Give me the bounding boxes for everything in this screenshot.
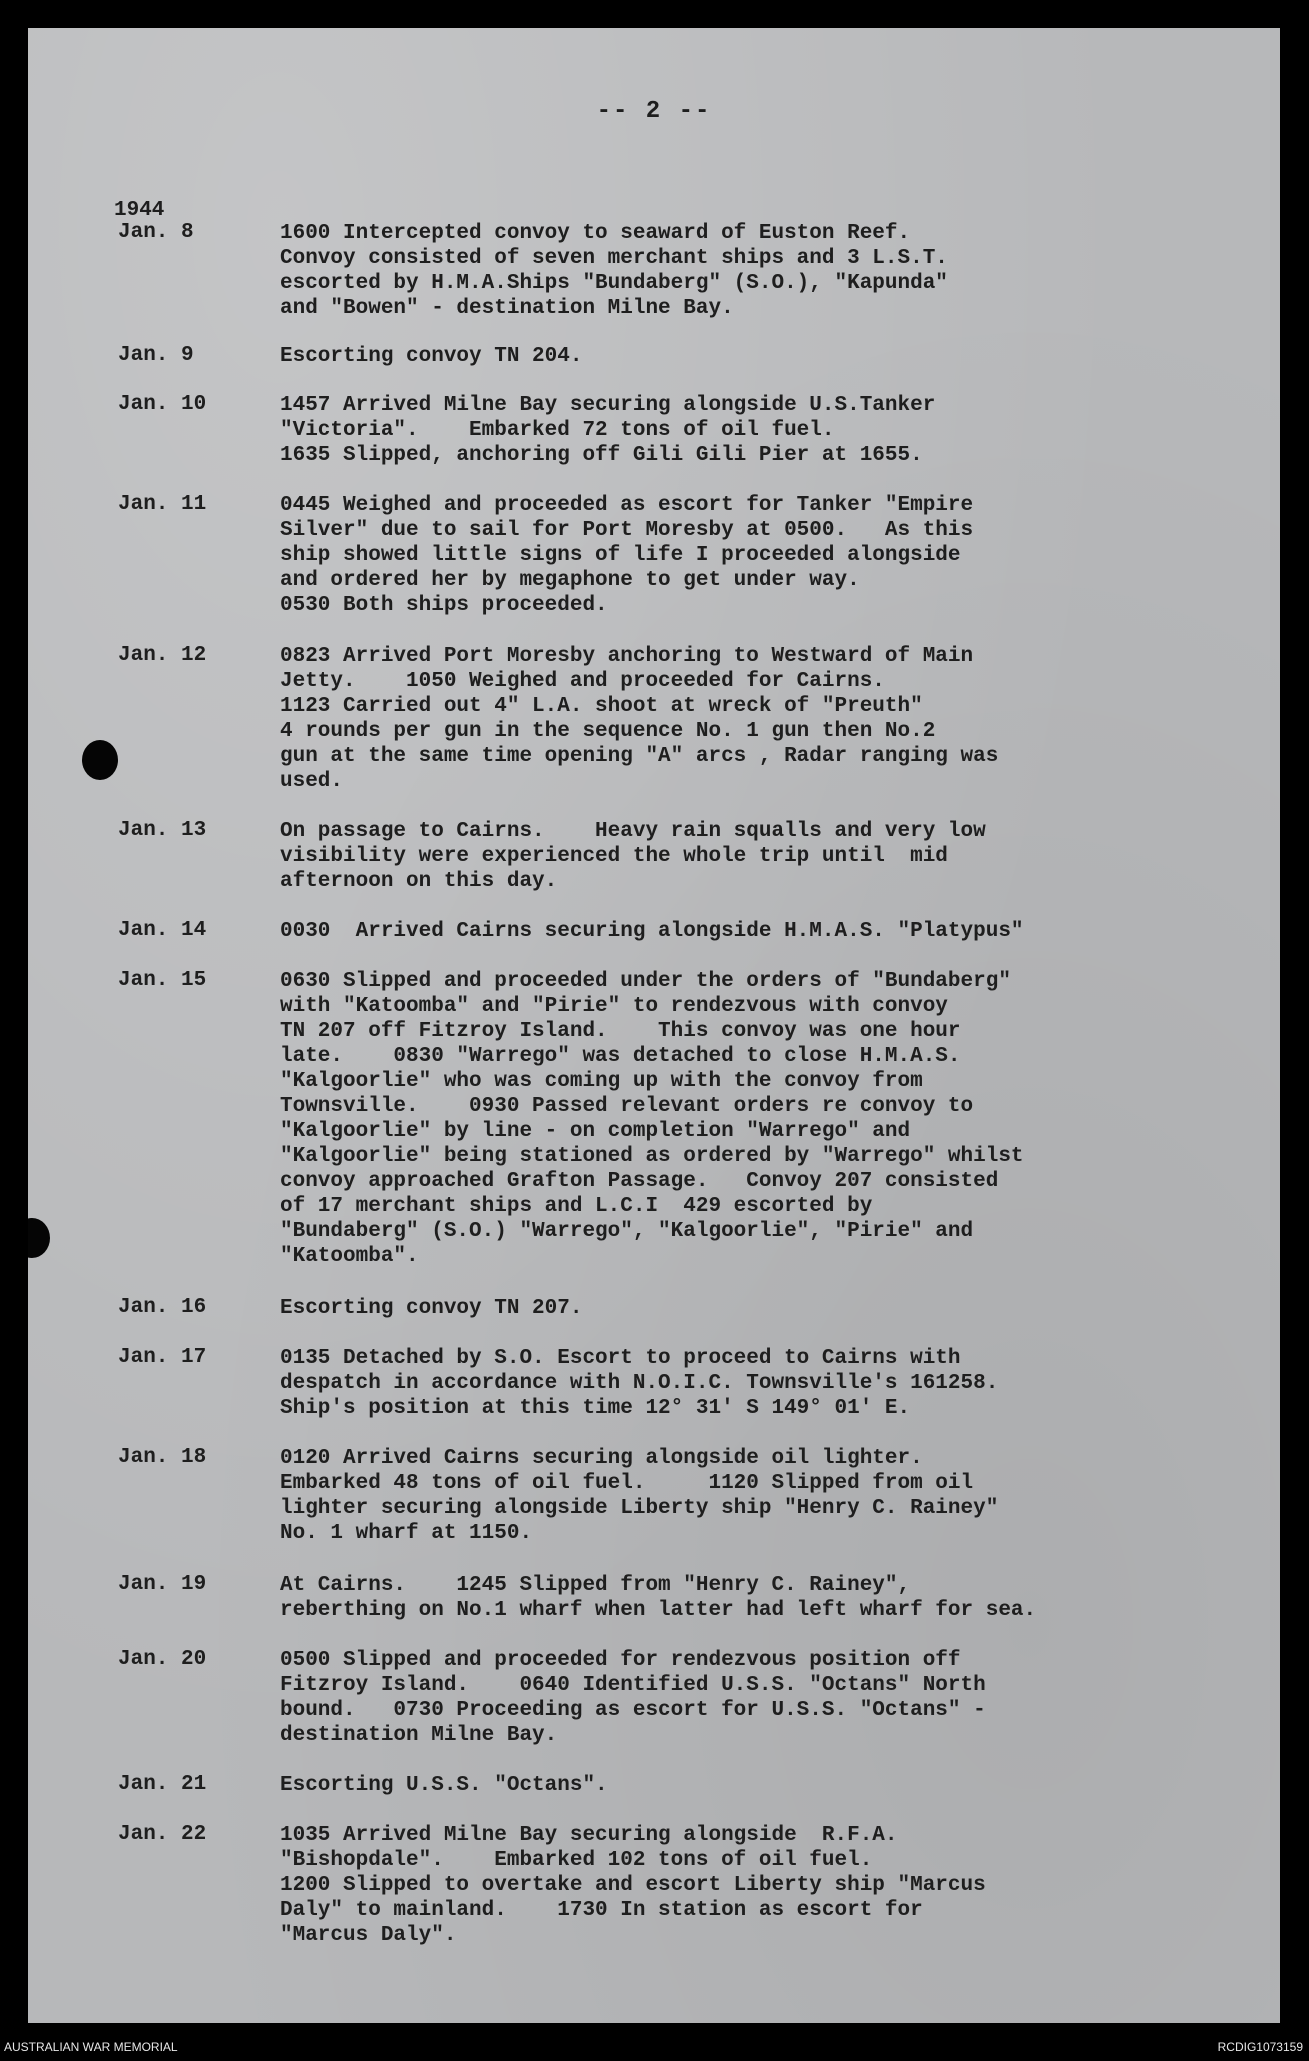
entry-date: Jan. 10 (118, 393, 207, 416)
entry-text: 0823 Arrived Port Moresby anchoring to Westward of Main Jetty. 1050 Weighed and proceeded for Cairns. 1123 Carried out 4" L.A. shoot at wreck of "Preuth" 4 rounds per gun in the sequence No. 1 gun then No.2 gun at the same time opening "A" arcs , Radar ranging was used. (280, 645, 999, 793)
entry-text: On passage to Cairns. Heavy rain squalls and very low visibility were experienced the whole trip until mid afternoon on this day. (280, 820, 986, 893)
entry-text: 1457 Arrived Milne Bay securing alongside U.S.Tanker "Victoria". Embarked 72 tons of oil fuel. 1635 Slipped, anchoring off Gili Gili Pier at 1655. (280, 394, 936, 467)
entry-date: Jan. 12 (118, 644, 207, 667)
page-number: -- 2 -- (596, 98, 712, 125)
entry-text: 1600 Intercepted convoy to seaward of Euston Reef. Convoy consisted of seven merchant ships and 3 L.S.T. escorted by H.M.A.Ships "Bundaberg" (S.O.), "Kapunda" and "Bowen" - destination Milne Bay. (280, 222, 948, 320)
document-page (28, 28, 1280, 2023)
year-heading: 1944 (114, 199, 165, 222)
archive-identifier: RCDIG1073159 (1217, 2040, 1303, 2054)
entry-date: Jan. 8 (118, 221, 194, 244)
entry-date: Jan. 11 (118, 493, 207, 516)
entry-date: Jan. 20 (118, 1648, 207, 1671)
entry-text: Escorting convoy TN 207. (280, 1297, 583, 1320)
entry-date: Jan. 9 (118, 344, 194, 367)
entry-text: 0445 Weighed and proceeded as escort for Tanker "Empire Silver" due to sail for Port Moresby at 0500. As this ship showed little signs of life I proceeded alongside and ordered her by megaphone to get under way. 0530 Both ships proceeded. (280, 494, 974, 617)
entry-date: Jan. 19 (118, 1573, 207, 1596)
archive-credit: AUSTRALIAN WAR MEMORIAL (4, 2040, 178, 2054)
entry-text: Escorting U.S.S. "Octans". (280, 1774, 608, 1797)
entry-text: 0630 Slipped and proceeded under the orders of "Bundaberg" with "Katoomba" and "Pirie" to rendezvous with convoy TN 207 off Fitzroy Island. This convoy was one hour late. 0830 "Warrego" was detached to close H.M.A.S. "Kalgoorlie" who was coming up with the convoy from Townsville. 0930 Passed relevant orders re convoy to "Kalgoorlie" by line - on completion "Warrego" and "Kalgoorlie" being stationed as ordered by "Warrego" whilst convoy approached Grafton Passage. Convoy 207 consisted of 17 merchant ships and L.C.I 429 escorted by "Bundaberg" (S.O.) "Warrego", "Kalgoorlie", "Pirie" and "Katoomba". (280, 970, 1024, 1268)
entry-date: Jan. 15 (118, 969, 207, 992)
entry-date: Jan. 22 (118, 1823, 207, 1846)
entry-date: Jan. 17 (118, 1346, 207, 1369)
entry-text: 0135 Detached by S.O. Escort to proceed to Cairns with despatch in accordance with N.O.I.C. Townsville's 161258. Ship's position at this time 12° 31' S 149° 01' E. (280, 1347, 999, 1420)
punch-hole-bottom (28, 1218, 50, 1258)
entry-text: 1035 Arrived Milne Bay securing alongside R.F.A. "Bishopdale". Embarked 102 tons of oil fuel. 1200 Slipped to overtake and escort Liberty ship "Marcus Daly" to mainland. 1730 In station as escort for "Marcus Daly". (280, 1824, 986, 1947)
entry-text: 0030 Arrived Cairns securing alongside H.M.A.S. "Platypus" (280, 920, 1024, 943)
entry-text: At Cairns. 1245 Slipped from "Henry C. Rainey", reberthing on No.1 wharf when latter had left wharf for sea. (280, 1574, 1037, 1622)
entry-text: 0120 Arrived Cairns securing alongside oil lighter. Embarked 48 tons of oil fuel. 1120 Slipped from oil lighter securing alongside Liberty ship "Henry C. Rainey" No. 1 wharf at 1150. (280, 1447, 999, 1545)
entry-date: Jan. 13 (118, 819, 207, 842)
punch-hole-top (82, 740, 118, 780)
entry-text: 0500 Slipped and proceeded for rendezvous position off Fitzroy Island. 0640 Identified U.S.S. "Octans" North bound. 0730 Proceeding as escort for U.S.S. "Octans" - destination Milne Bay. (280, 1649, 986, 1747)
entry-text: Escorting convoy TN 204. (280, 345, 583, 368)
entry-date: Jan. 16 (118, 1296, 207, 1319)
entry-date: Jan. 14 (118, 919, 207, 942)
entry-date: Jan. 18 (118, 1446, 207, 1469)
entry-date: Jan. 21 (118, 1773, 207, 1796)
